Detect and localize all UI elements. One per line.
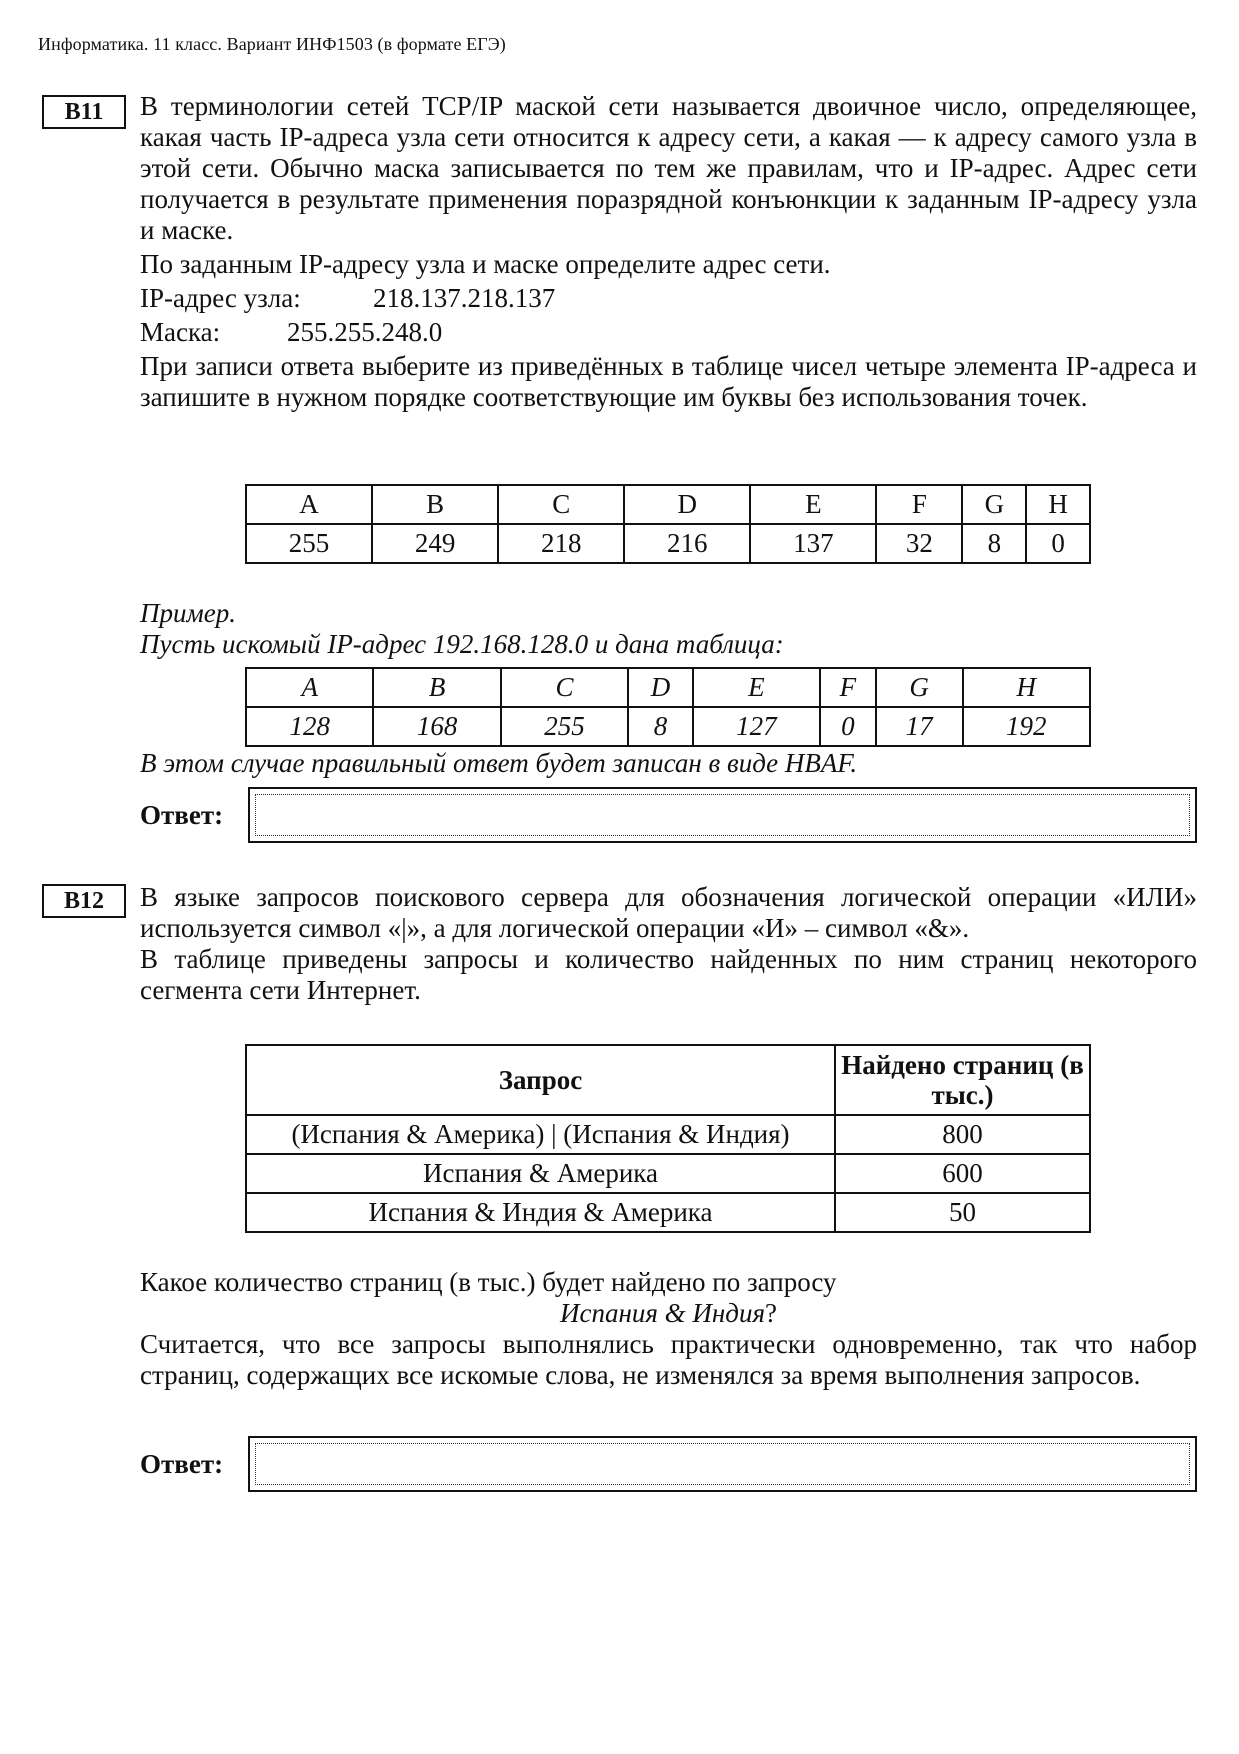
b12-question: Какое количество страниц (в тыс.) будет найдено по запросу [140,1267,837,1297]
b11-value-cell: 137 [750,524,876,563]
b11-value-cell: 216 [624,524,750,563]
b11-example-value-cell: 17 [876,707,963,746]
table-row [246,1154,1090,1193]
b11-example-table [245,667,1091,747]
b11-answer-field[interactable] [255,794,1190,836]
b12-query-cell: (Испания & Америка) | (Испания & Индия) [246,1115,835,1154]
b11-answer-row [140,787,1197,843]
b12-question-query-line [140,1298,1197,1329]
b12-question-block [140,1267,1197,1391]
b12-query-cell: Испания & Америка [246,1154,835,1193]
b12-header-row [246,1045,1090,1115]
b11-letter-cell: C [498,485,624,524]
b11-example-letter-cell: B [373,668,500,707]
b11-example-value-cell: 0 [820,707,875,746]
b12-count-cell: 600 [835,1154,1090,1193]
table-row [246,1193,1090,1232]
b11-value-cell: 255 [246,524,372,563]
b11-value-cell: 32 [876,524,962,563]
b11-mask-value: 255.255.248.0 [287,317,443,347]
b11-letter-cell: E [750,485,876,524]
b11-ip-value: 218.137.218.137 [373,283,556,313]
task-label-b12: B12 [42,884,126,918]
b11-example-value-cell: 8 [628,707,692,746]
task-b11-body [140,91,1197,413]
b11-answer-box[interactable] [248,787,1197,843]
b11-instruction: При записи ответа выберите из приведённых в таблице чисел четыре элемента IP-адреса и запишите в нужном порядке соответствующие им буквы без использования точек. [140,351,1197,412]
table-row [246,1115,1090,1154]
b12-count-cell: 50 [835,1193,1090,1232]
b11-task: По заданным IP-адресу узла и маске определите адрес сети. [140,249,831,279]
b11-mask-label: Маска: [140,317,221,347]
b12-table-intro: В таблице приведены запросы и количество найденных по ним страниц некоторого сегмента сети Интернет. [140,944,1197,1005]
b12-answer-box[interactable] [248,1436,1197,1492]
b11-example-letter-cell: F [820,668,875,707]
b12-query-table [245,1044,1091,1233]
b11-mask-line [140,317,1197,348]
b12-question-query: Испания & Индия [559,1298,766,1328]
b11-example-value-cell: 192 [963,707,1090,746]
b11-example-answer: В этом случае правильный ответ будет записан в виде HBAF. [140,748,858,778]
b11-letter-cell: H [1026,485,1090,524]
b11-letter-cell: D [624,485,750,524]
b11-ip-line [140,283,1197,314]
b11-ip-label: IP-адрес узла: [140,283,301,313]
b11-value-cell: 218 [498,524,624,563]
b11-example-value-cell: 127 [693,707,820,746]
b11-letter-table [245,484,1091,564]
task-b12-body [140,882,1197,1006]
b12-answer-label: Ответ: [140,1448,224,1479]
b11-example-letter-cell: G [876,668,963,707]
b11-letter-row [246,485,1090,524]
b11-example-value-cell: 255 [501,707,628,746]
b11-letter-cell: F [876,485,962,524]
b11-intro: В терминологии сетей TCP/IP маской сети называется двоичное число, определяющее, какая часть IP-адреса узла сети относится к адресу сети, а какая — к адресу самого узла в этой сети. Обычно маска записывается по тем же правилам, что и IP-адрес. Адрес сети получается в результате применения поразрядной конъюнкции к заданным IP-адресу узла и маске. [140,91,1197,245]
b11-example-letter-cell: C [501,668,628,707]
b11-example-letter-cell: D [628,668,692,707]
b12-header-count: Найдено страниц (в тыс.) [835,1045,1090,1115]
b11-example-letter-cell: A [246,668,373,707]
b12-intro: В языке запросов поискового сервера для обозначения логической операции «ИЛИ» используется символ «|», а для логической операции «И» – символ «&». [140,882,1197,943]
b11-answer-label: Ответ: [140,799,224,830]
b11-letter-cell: A [246,485,372,524]
b11-letter-cell: B [372,485,498,524]
b12-header-query: Запрос [246,1045,835,1115]
b12-query-cell: Испания & Индия & Америка [246,1193,835,1232]
b11-example [140,598,1197,660]
b11-example-title: Пример. [140,598,236,628]
b12-question-mark: ? [765,1298,777,1328]
page-header: Информатика. 11 класс. Вариант ИНФ1503 (в формате ЕГЭ) [38,34,506,54]
b12-answer-field[interactable] [255,1443,1190,1485]
b12-answer-row [140,1436,1197,1492]
b11-example-value-cell: 168 [373,707,500,746]
b12-note: Считается, что все запросы выполнялись практически одновременно, так что набор страниц, содержащих все искомые слова, не изменялся за время выполнения запросов. [140,1329,1197,1390]
b11-letter-cell: G [962,485,1026,524]
task-label-b11: B11 [42,95,126,129]
b11-value-cell: 249 [372,524,498,563]
b11-example-text: Пусть искомый IP-адрес 192.168.128.0 и дана таблица: [140,629,784,659]
b11-value-cell: 8 [962,524,1026,563]
b11-example-letter-cell: E [693,668,820,707]
b11-value-row [246,524,1090,563]
b11-example-letter-row [246,668,1090,707]
b11-example-value-cell: 128 [246,707,373,746]
b11-value-cell: 0 [1026,524,1090,563]
b11-example-value-row [246,707,1090,746]
b12-count-cell: 800 [835,1115,1090,1154]
b11-example-letter-cell: H [963,668,1090,707]
